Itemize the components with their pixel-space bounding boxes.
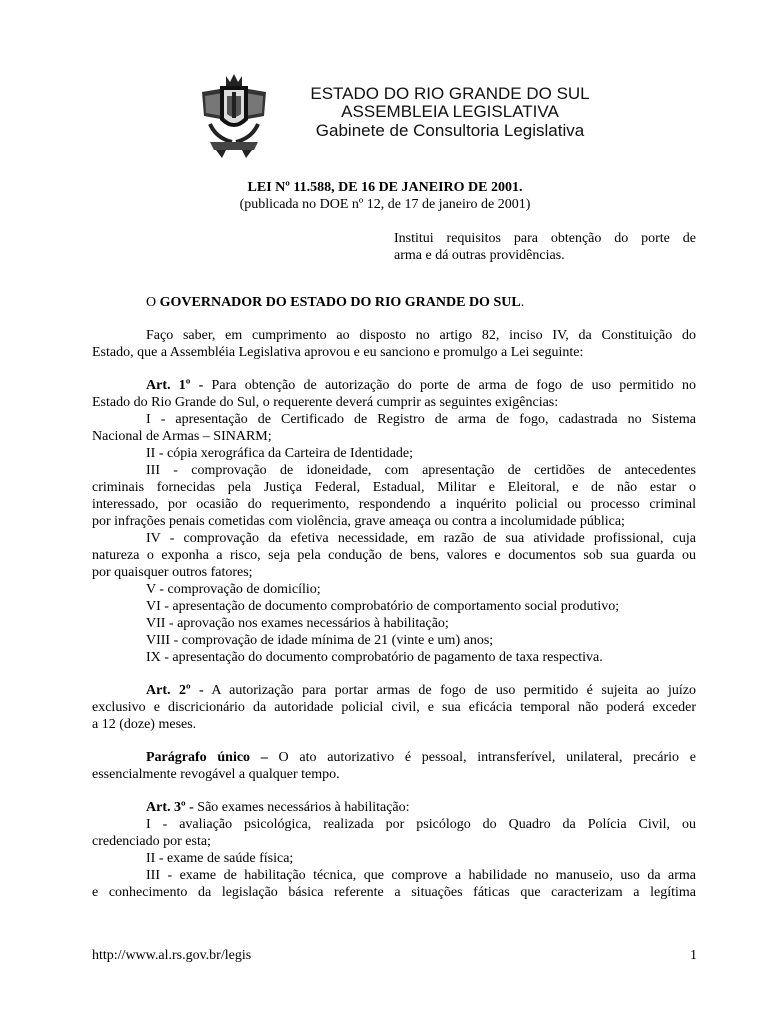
law-body — [92, 294, 696, 901]
ementa-line: arma e dá outras providências. — [394, 248, 565, 263]
article-3-line: I - avaliação psicológica, realizada por psicólogo do Quadro da Polícia Civil, ou — [146, 817, 696, 832]
header-assembly-name: ASSEMBLEIA LEGISLATIVA — [341, 102, 559, 121]
header-state-name: ESTADO DO RIO GRANDE DO SUL — [310, 84, 590, 103]
article-3-line: credenciado por esta; — [92, 834, 211, 849]
governor-title: GOVERNADOR DO ESTADO DO RIO GRANDE DO SUL — [159, 295, 521, 310]
intro-line: Estado, que a Assembléia Legislativa aprovou e eu sanciono e promulgo a Lei seguinte: — [92, 345, 584, 360]
article-1-line: por quaisquer outros fatores; — [92, 565, 253, 580]
ementa-line: Institui requisitos para obtenção do porte de — [394, 231, 696, 246]
article-2-line: exclusivo e discricionário da autoridade policial civil, e sua eficácia temporal não poderá exceder — [92, 700, 696, 715]
article-2-label: Art. 2º - — [146, 683, 204, 698]
law-ementa — [394, 230, 696, 264]
article-1-line: criminais fornecidas pela Justiça Federal, Estadual, Militar e Eleitoral, e de não estar o — [92, 480, 696, 495]
law-publication: (publicada no DOE nº 12, de 17 de janeiro de 2001) — [239, 197, 531, 212]
article-2-heading: Art. 2º - A autorização para portar armas de fogo de uso permitido é sujeita ao juízo — [146, 683, 696, 698]
article-1-line: VIII - comprovação de idade mínima de 21 (vinte e um) anos; — [146, 633, 494, 648]
article-3-heading: Art. 3º - São exames necessários à habilitação: — [146, 800, 410, 815]
paragraph-unique-heading: Parágrafo único – O ato autorizativo é pessoal, intransferível, unilateral, precário e — [146, 750, 696, 765]
page-number: 1 — [690, 948, 697, 963]
article-3-label: Art. 3º - — [146, 800, 194, 815]
footer-url: http://www.al.rs.gov.br/legis — [92, 948, 252, 963]
governor-line: O GOVERNADOR DO ESTADO DO RIO GRANDE DO SUL. — [146, 295, 525, 310]
article-1-line: VI - apresentação de documento comprobatório de comportamento social produtivo; — [146, 599, 620, 614]
article-1-line: IV - comprovação da efetiva necessidade, em razão de sua atividade profissional, cuja — [146, 531, 696, 546]
article-1-line: V - comprovação de domicílio; — [146, 582, 321, 597]
intro-line: Faço saber, em cumprimento ao disposto no artigo 82, inciso IV, da Constituição do — [146, 328, 696, 343]
article-3-line: II - exame de saúde física; — [146, 851, 294, 866]
article-2-line: a 12 (doze) meses. — [92, 717, 197, 732]
header-office-name: Gabinete de Consultoria Legislativa — [315, 121, 585, 140]
article-1-label: Art. 1º - — [146, 378, 204, 393]
article-1-line: II - cópia xerográfica da Carteira de Identidade; — [146, 446, 414, 461]
paragraph-unique-label: Parágrafo único – — [146, 750, 268, 765]
article-1-line: I - apresentação de Certificado de Registro de arma de fogo, cadastrada no Sistema — [146, 412, 696, 427]
paragraph-unique-line: essencialmente revogável a qualquer tempo. — [92, 767, 340, 782]
article-1-line: Estado do Rio Grande do Sul, o requerente deverá cumprir as seguintes exigências: — [92, 395, 559, 410]
article-3-line: e conhecimento da legislação básica referente a situações fáticas que caracterizam a legítima — [92, 885, 696, 900]
article-1-line: IX - apresentação do documento comprobatório de pagamento de taxa respectiva. — [146, 650, 603, 665]
article-1-line: Nacional de Armas – SINARM; — [92, 429, 272, 444]
article-1-line: por infrações penais cometidas com violência, grave ameaça ou contra a incolumidade pública; — [92, 514, 625, 529]
article-1-heading: Art. 1º - Para obtenção de autorização do porte de arma de fogo de uso permitido no — [146, 378, 696, 393]
article-1-line: VII - aprovação nos exames necessários à habilitação; — [146, 616, 449, 631]
coat-of-arms-icon — [196, 70, 272, 160]
article-1-line: III - comprovação de idoneidade, com apresentação de certidões de antecedentes — [146, 463, 696, 478]
law-title: LEI Nº 11.588, DE 16 DE JANEIRO DE 2001. — [247, 180, 523, 195]
article-1-line: interessado, por ocasião do requerimento, respondendo a inquérito policial ou processo criminal — [92, 497, 696, 512]
article-1-line: natureza o exponha a risco, seja pela condução de bens, valores e documentos sob sua guarda ou — [92, 548, 696, 563]
article-3-line: III - exame de habilitação técnica, que comprove a habilidade no manuseio, uso da arma — [146, 868, 696, 883]
